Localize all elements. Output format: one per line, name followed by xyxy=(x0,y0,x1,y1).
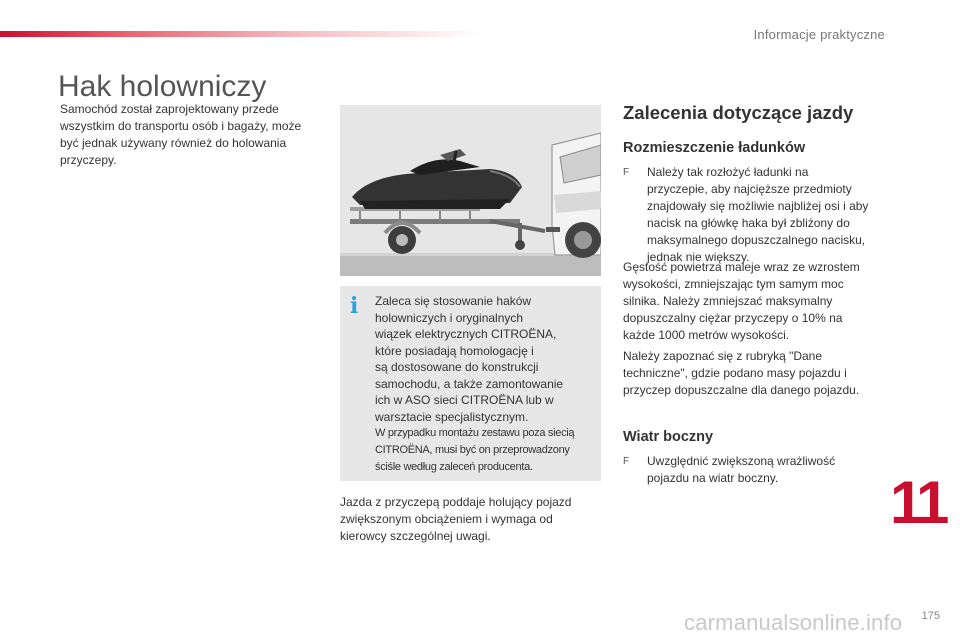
watermark: carmanualsonline.info xyxy=(684,610,903,635)
para-line: techniczne", gdzie podano masy pojazdu i xyxy=(623,366,847,380)
info-line: które posiadają homologację i xyxy=(375,343,534,358)
page-number: 175 xyxy=(921,610,940,622)
info-box xyxy=(340,286,601,481)
info-line: wiązek elektrycznych CITROËNA, xyxy=(375,327,557,341)
para-line: wysokości, zmniejszając tym samym moc xyxy=(623,277,844,291)
crosswind-bullet xyxy=(623,453,888,487)
info-line: Zaleca się stosowanie haków xyxy=(375,294,532,308)
bullet-line: pojazdu na wiatr boczny. xyxy=(647,471,779,485)
bullet-marker-icon: F xyxy=(623,167,630,178)
technical-data-paragraph xyxy=(623,348,888,399)
driving-recommendations-heading: Zalecenia dotyczące jazdy xyxy=(623,102,854,123)
para-line: Należy zapoznać się z rubryką "Dane xyxy=(623,349,823,363)
bullet-line: maksymalnego dopuszczalnego nacisku, xyxy=(647,233,866,247)
info-line: są dostosowane do konstrukcji xyxy=(375,360,539,374)
air-density-paragraph xyxy=(623,259,888,344)
load-bullet xyxy=(623,164,888,266)
info-line: ich w ASO sieci CITROËNA lub w xyxy=(375,393,554,407)
para-line: każde 1000 metrów wysokości. xyxy=(623,328,790,342)
para-line: dopuszczalny ciężar przyczepy o 10% na xyxy=(623,311,843,325)
load-distribution-heading: Rozmieszczenie ładunków xyxy=(623,140,806,156)
info-line: holowniczych i oryginalnych xyxy=(375,310,524,325)
bullet-line: przyczepie, aby najcięższe przedmioty xyxy=(647,182,852,196)
info-line: warsztacie specjalistycznym. xyxy=(375,409,529,424)
bullet-line: jednak nie większy. xyxy=(647,250,750,264)
info-small-line: ściśle według zaleceń producenta. xyxy=(375,461,533,473)
bullet-marker-icon: F xyxy=(623,456,630,467)
towing-illustration xyxy=(340,105,601,276)
para-line: Gęstość powietrza maleje wraz ze wzrostem xyxy=(623,260,860,274)
car-trailer-jetski-image xyxy=(340,105,601,276)
bullet-line: Uwzględnić zwiększoną wrażliwość xyxy=(647,454,836,468)
para-line: silnika. Należy zmniejszać maksymalny xyxy=(623,294,833,308)
chapter-number: 11 xyxy=(890,469,946,536)
info-line: samochodu, a także zamontowanie xyxy=(375,376,564,391)
trailer-paragraph: Jazda z przyczepą poddaje holujący pojazd zwiększonym obciążeniem i wymaga od kierowcy szczególnej uwagi. xyxy=(340,495,572,543)
section-label: Informacje praktyczne xyxy=(753,27,885,42)
bullet-line: znajdowały się możliwie najbliżej osi i aby xyxy=(647,199,869,213)
bullet-line: Należy tak rozłożyć ładunki na xyxy=(647,165,809,179)
page-title: Hak holowniczy xyxy=(58,70,267,103)
bullet-line: nacisk na główkę haka był zbliżony do xyxy=(647,216,850,230)
info-small-line: W przypadku montażu zestawu poza siecią xyxy=(375,427,575,439)
header-accent-bar xyxy=(0,31,480,37)
intro-paragraph: Samochód został zaprojektowany przede wszystkim do transportu osób i bagaży, może być jednak używany również do holowania przyczepy. xyxy=(60,102,302,167)
para-line: przyczep dopuszczalne dla danego pojazdu. xyxy=(623,383,860,397)
info-icon: i xyxy=(350,293,359,319)
info-box-text xyxy=(375,293,599,476)
info-small-line: CITROËNA, musi być on przeprowadzony xyxy=(375,444,570,456)
crosswind-heading: Wiatr boczny xyxy=(623,429,714,445)
